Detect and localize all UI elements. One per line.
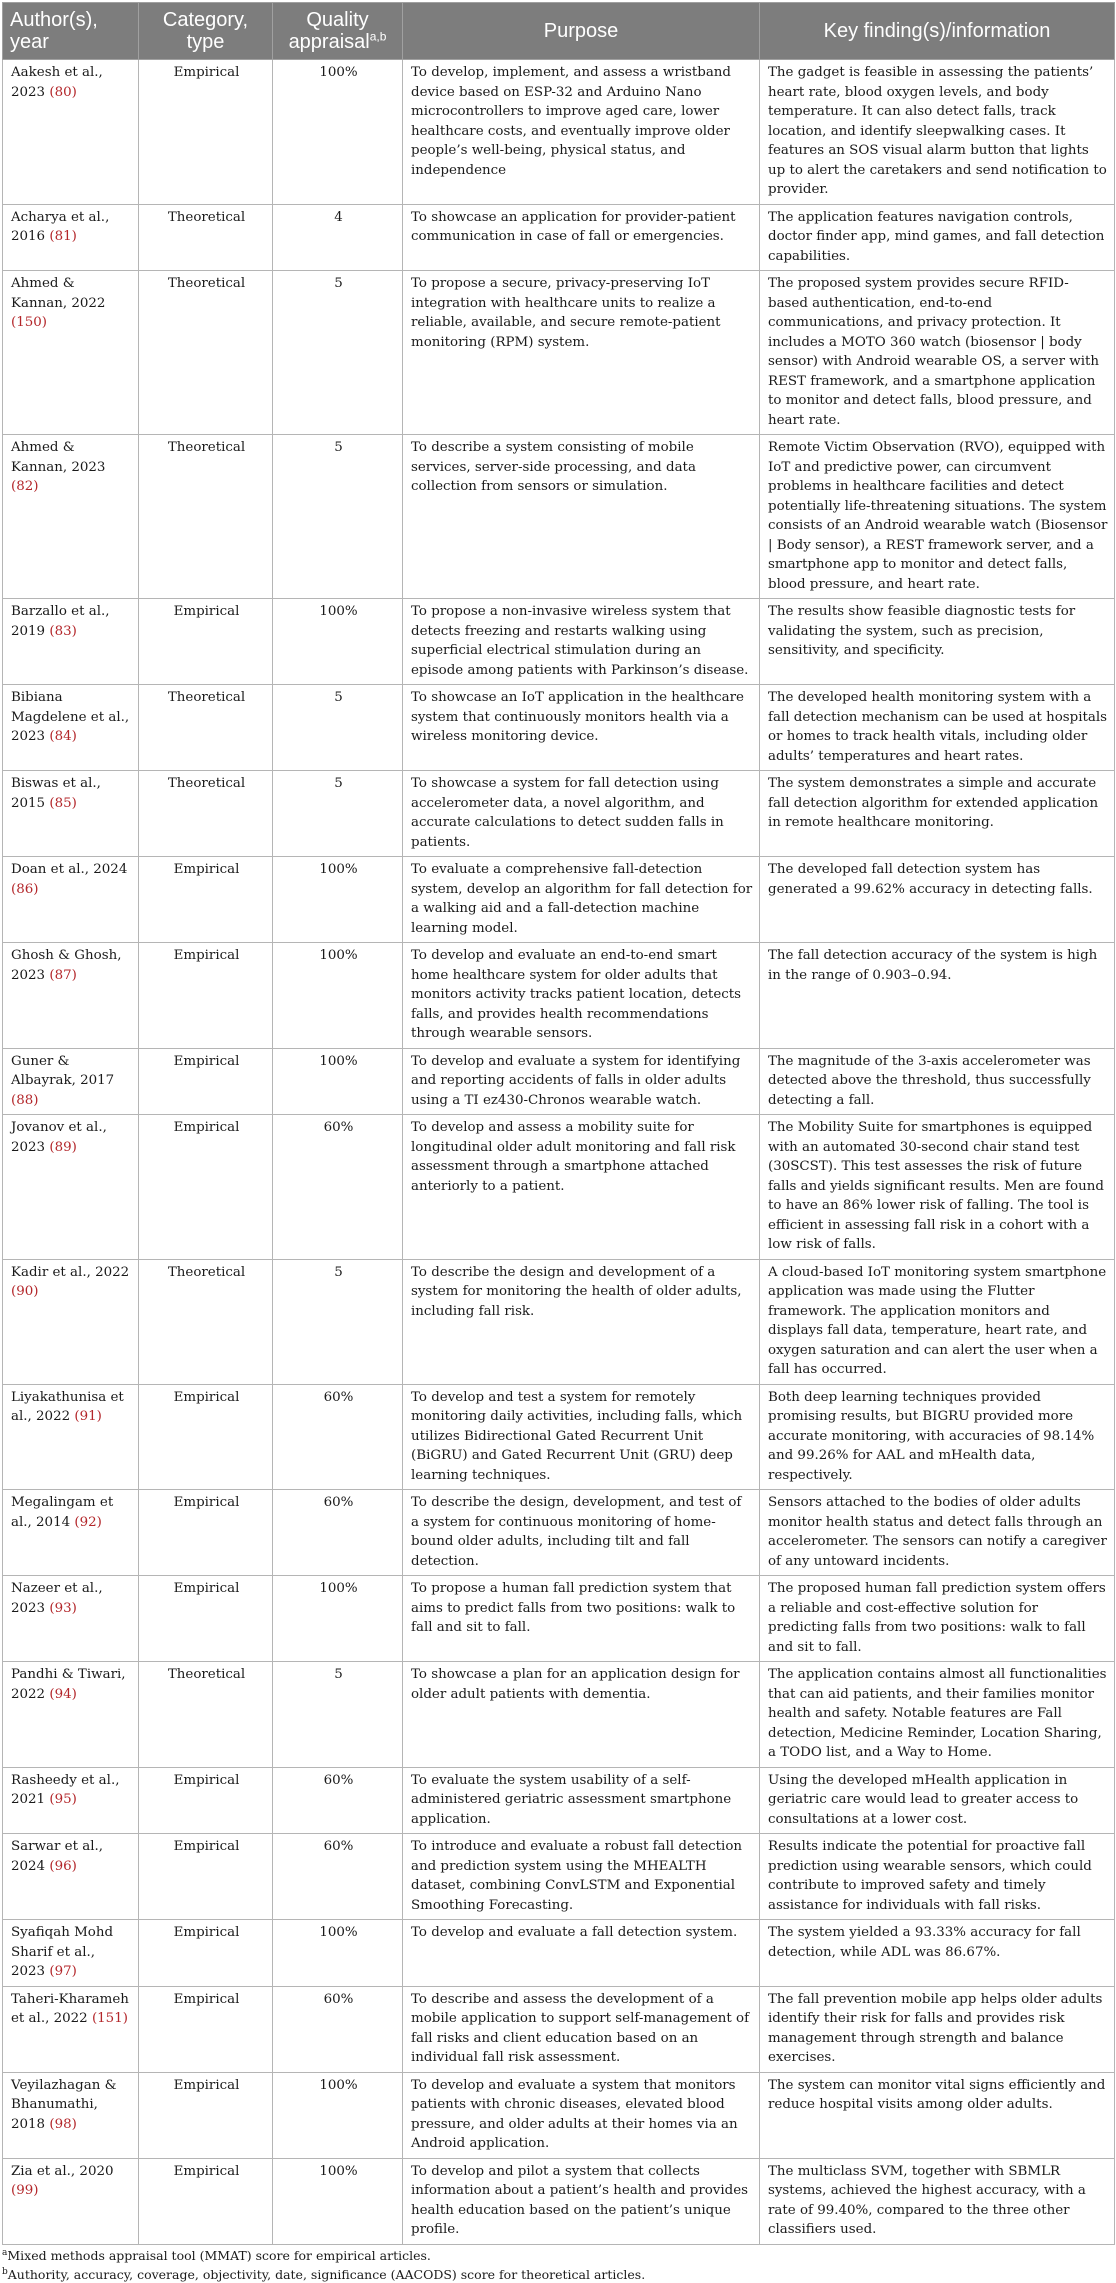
- author-cell: [3, 599, 139, 685]
- table-row: [3, 857, 1115, 943]
- reference-link[interactable]: (85): [49, 795, 77, 811]
- author-cell: [3, 1048, 139, 1115]
- purpose-cell: To showcase a system for fall detection using accelerometer data, a novel algorithm, and accurate calculations to detect sudden falls in patients.: [403, 771, 760, 857]
- finding-cell: The system yielded a 93.33% accuracy for fall detection, while ADL was 86.67%.: [760, 1920, 1115, 1987]
- reference-link[interactable]: (96): [49, 1858, 77, 1874]
- author-text: Pandhi & Tiwari, 2022: [11, 1667, 126, 1702]
- author-text: Syafiqah Mohd Sharif et al., 2023: [11, 1925, 114, 1979]
- author-text: Sarwar et al., 2024: [11, 1839, 104, 1874]
- footnote-b-text: Authority, accuracy, coverage, objectivity, date, significance (AACODS) score for theoretical articles.: [7, 2266, 646, 2282]
- table-row: [3, 60, 1115, 205]
- author-cell: [3, 1490, 139, 1576]
- author-cell: [3, 1384, 139, 1490]
- purpose-cell: To propose a human fall prediction system that aims to predict falls from two positions: walk to fall and sit to fall.: [403, 1576, 760, 1662]
- purpose-cell: To develop and pilot a system that collects information about a patient’s health and provides health education based on the patient’s unique profile.: [403, 2158, 760, 2244]
- author-cell: [3, 1576, 139, 1662]
- finding-cell: Results indicate the potential for proactive fall prediction using wearable sensors, which could contribute to improved safety and timely assistance for individuals with fall risks.: [760, 1834, 1115, 1920]
- quality-cell: 60%: [273, 1115, 403, 1260]
- category-cell: Empirical: [139, 1048, 273, 1115]
- footnote-b-mark: b: [2, 2266, 8, 2277]
- table-row: [3, 1384, 1115, 1490]
- finding-cell: The fall prevention mobile app helps older adults identify their risk for falls and provides risk management through strength and balance exercises.: [760, 1986, 1115, 2072]
- reference-link[interactable]: (94): [49, 1686, 77, 1702]
- purpose-cell: To develop and evaluate a system for identifying and reporting accidents of falls in older adults using a TI ez430-Chronos wearable watch.: [403, 1048, 760, 1115]
- footnote-a-mark: a: [2, 2247, 8, 2258]
- header-quality: [273, 3, 403, 60]
- table-row: [3, 2158, 1115, 2244]
- finding-cell: The multiclass SVM, together with SBMLR systems, achieved the highest accuracy, with a rate of 99.40%, compared to the three other classifiers used.: [760, 2158, 1115, 2244]
- category-cell: Empirical: [139, 599, 273, 685]
- category-cell: Theoretical: [139, 271, 273, 435]
- table-row: [3, 271, 1115, 435]
- finding-cell: Remote Victim Observation (RVO), equipped with IoT and predictive power, can circumvent problems in healthcare facilities and detect potentially life-threatening situations. The system consists of an Android wearable watch (Biosensor | Body sensor), a REST framework server, and a smartphone app to monitor and detect falls, blood pressure, and heart rate.: [760, 435, 1115, 599]
- purpose-cell: To evaluate a comprehensive fall-detection system, develop an algorithm for fall detection for a walking aid and a fall-detection machine learning model.: [403, 857, 760, 943]
- author-cell: [3, 1767, 139, 1834]
- quality-cell: 100%: [273, 2158, 403, 2244]
- reference-link[interactable]: (80): [49, 84, 77, 100]
- reference-link[interactable]: (84): [49, 729, 77, 744]
- reference-link[interactable]: (97): [49, 1964, 77, 1979]
- quality-cell: 100%: [273, 1576, 403, 1662]
- author-text: Barzallo et al., 2019: [11, 604, 110, 639]
- reference-link[interactable]: (86): [11, 881, 39, 897]
- author-cell: [3, 1115, 139, 1260]
- reference-link[interactable]: (95): [49, 1792, 77, 1807]
- finding-cell: The proposed system provides secure RFID-based authentication, end-to-end communications, and privacy protection. It includes a MOTO 360 watch (biosensor | body sensor) with Android wearable OS, a server with REST framework, and a smartphone application to monitor and detect falls, blood pressure, and heart rate.: [760, 271, 1115, 435]
- quality-cell: 5: [273, 771, 403, 857]
- finding-cell: The developed fall detection system has generated a 99.62% accuracy in detecting falls.: [760, 857, 1115, 943]
- author-cell: [3, 1834, 139, 1920]
- author-cell: [3, 2072, 139, 2158]
- author-cell: [3, 60, 139, 205]
- purpose-cell: To develop and evaluate a system that monitors patients with chronic diseases, elevated blood pressure, and older adults at their homes via an Android application.: [403, 2072, 760, 2158]
- purpose-cell: To evaluate the system usability of a self-administered geriatric assessment smartphone application.: [403, 1767, 760, 1834]
- category-cell: Empirical: [139, 943, 273, 1049]
- reference-link[interactable]: (89): [49, 1139, 77, 1155]
- table-row: [3, 204, 1115, 271]
- reference-link[interactable]: (151): [91, 2011, 128, 2026]
- category-cell: Theoretical: [139, 435, 273, 599]
- author-cell: [3, 204, 139, 271]
- author-text: Taheri-Kharameh et al., 2022: [11, 1991, 129, 2026]
- quality-cell: 60%: [273, 1384, 403, 1490]
- reference-link[interactable]: (88): [11, 1092, 39, 1108]
- reference-link[interactable]: (83): [49, 623, 77, 639]
- purpose-cell: To introduce and evaluate a robust fall detection and prediction system using the MHEALTH dataset, combining ConvLSTM and Exponential Smoothing Forecasting.: [403, 1834, 760, 1920]
- quality-cell: 100%: [273, 1048, 403, 1115]
- category-cell: Empirical: [139, 1834, 273, 1920]
- reference-link[interactable]: (81): [49, 229, 77, 244]
- table-row: [3, 1834, 1115, 1920]
- reference-link[interactable]: (98): [49, 2116, 77, 2132]
- reference-link[interactable]: (93): [49, 1600, 77, 1616]
- quality-cell: 5: [273, 685, 403, 771]
- table-row: [3, 599, 1115, 685]
- studies-table: [2, 2, 1115, 2245]
- footnote-a: [2, 2247, 1114, 2264]
- table-row: [3, 1115, 1115, 1260]
- category-cell: Empirical: [139, 2072, 273, 2158]
- purpose-cell: To describe the design and development of a system for monitoring the health of older adults, including fall risk.: [403, 1259, 760, 1384]
- author-text: Megalingam et al., 2014: [11, 1495, 114, 1530]
- purpose-cell: To describe a system consisting of mobile services, server-side processing, and data collection from sensors or simulation.: [403, 435, 760, 599]
- purpose-cell: To develop and evaluate an end-to-end smart home healthcare system for older adults that monitors activity tracks patient location, detects falls, and provides health recommendations through wearable sensors.: [403, 943, 760, 1049]
- finding-cell: A cloud-based IoT monitoring system smartphone application was made using the Flutter framework. The application monitors and displays fall data, temperature, heart rate, and oxygen saturation and can alert the user when a fall has occurred.: [760, 1259, 1115, 1384]
- purpose-cell: To develop and test a system for remotely monitoring daily activities, including falls, which utilizes Bidirectional Gated Recurrent Unit (BiGRU) and Gated Recurrent Unit (GRU) deep learning techniques.: [403, 1384, 760, 1490]
- header-row: [3, 3, 1115, 60]
- finding-cell: The Mobility Suite for smartphones is equipped with an automated 30-second chair stand test (30SCST). This test assesses the risk of future falls and yields significant results. Men are found to have an 86% lower risk of falling. The tool is efficient in assessing fall risk in a cohort with a low risk of falls.: [760, 1115, 1115, 1260]
- table-row: [3, 1576, 1115, 1662]
- author-text: Guner & Albayrak, 2017: [11, 1053, 115, 1088]
- category-cell: Empirical: [139, 1576, 273, 1662]
- finding-cell: Sensors attached to the bodies of older adults monitor health status and detect falls through an accelerometer. The sensors can notify a caregiver of any untoward incidents.: [760, 1490, 1115, 1576]
- table-body: [3, 60, 1115, 2245]
- purpose-cell: To develop and assess a mobility suite for longitudinal older adult monitoring and fall risk assessment through a smartphone attached anteriorly to a patient.: [403, 1115, 760, 1260]
- table-row: [3, 1986, 1115, 2072]
- author-text: Biswas et al., 2015: [11, 776, 101, 811]
- quality-cell: 100%: [273, 1920, 403, 1987]
- quality-cell: 5: [273, 435, 403, 599]
- category-cell: Empirical: [139, 1115, 273, 1260]
- author-text: Ghosh & Ghosh, 2023: [11, 948, 122, 983]
- reference-link[interactable]: (90): [11, 1284, 39, 1299]
- quality-cell: 4: [273, 204, 403, 271]
- finding-cell: Both deep learning techniques provided promising results, but BIGRU provided more accurate monitoring, with accuracies of 98.14% and 99.26% for AAL and mHealth data, respectively.: [760, 1384, 1115, 1490]
- quality-cell: 60%: [273, 1767, 403, 1834]
- author-text: Bibiana Magdelene et al., 2023: [11, 690, 130, 744]
- category-cell: Theoretical: [139, 771, 273, 857]
- quality-cell: 60%: [273, 1834, 403, 1920]
- quality-cell: 100%: [273, 60, 403, 205]
- author-cell: [3, 857, 139, 943]
- table-row: [3, 1767, 1115, 1834]
- table-row: [3, 1920, 1115, 1987]
- author-text: Aakesh et al., 2023: [11, 65, 103, 100]
- quality-cell: 60%: [273, 1490, 403, 1576]
- finding-cell: The application features navigation controls, doctor finder app, mind games, and fall detection capabilities.: [760, 204, 1115, 271]
- category-cell: Empirical: [139, 1986, 273, 2072]
- purpose-cell: To describe and assess the development of a mobile application to support self-management of fall risks and client education based on an individual fall risk assessment.: [403, 1986, 760, 2072]
- category-cell: Empirical: [139, 1767, 273, 1834]
- author-cell: [3, 1662, 139, 1768]
- table-row: [3, 943, 1115, 1049]
- finding-cell: The application contains almost all functionalities that can aid patients, and their families monitor health and safety. Notable features are Fall detection, Medicine Reminder, Location Sharing, a TODO list, and a Way to Home.: [760, 1662, 1115, 1768]
- finding-cell: The system demonstrates a simple and accurate fall detection algorithm for extended application in remote healthcare monitoring.: [760, 771, 1115, 857]
- category-cell: Empirical: [139, 1920, 273, 1987]
- table-row: [3, 1662, 1115, 1768]
- category-cell: Empirical: [139, 1384, 273, 1490]
- footnote-b: [2, 2266, 1114, 2283]
- finding-cell: Using the developed mHealth application in geriatric care would lead to greater access to consultations at a lower cost.: [760, 1767, 1115, 1834]
- author-cell: [3, 771, 139, 857]
- quality-cell: 100%: [273, 599, 403, 685]
- purpose-cell: To describe the design, development, and test of a system for continuous monitoring of home-bound older adults, including tilt and fall detection.: [403, 1490, 760, 1576]
- header-author: Author(s), year: [3, 3, 139, 60]
- purpose-cell: To develop, implement, and assess a wristband device based on ESP-32 and Arduino Nano microcontrollers to improve aged care, lower healthcare costs, and eventually improve older people’s well-being, physical status, and independence: [403, 60, 760, 205]
- table-row: [3, 435, 1115, 599]
- reference-link[interactable]: (87): [49, 967, 77, 983]
- table-row: [3, 685, 1115, 771]
- header-quality-footnote-mark: a,b: [369, 29, 387, 44]
- table-row: [3, 2072, 1115, 2158]
- quality-cell: 5: [273, 271, 403, 435]
- category-cell: Empirical: [139, 857, 273, 943]
- page: [2, 2, 1114, 2283]
- author-cell: [3, 1259, 139, 1384]
- purpose-cell: To propose a non-invasive wireless system that detects freezing and restarts walking using superficial electrical stimulation during an episode among patients with Parkinson’s disease.: [403, 599, 760, 685]
- category-cell: Empirical: [139, 2158, 273, 2244]
- header-purpose: Purpose: [403, 3, 760, 60]
- category-cell: Empirical: [139, 1490, 273, 1576]
- author-text: Doan et al., 2024: [11, 862, 128, 877]
- finding-cell: The gadget is feasible in assessing the patients’ heart rate, blood oxygen levels, and body temperature. It can also detect falls, track location, and identify sleepwalking cases. It features an SOS visual alarm button that lights up to alert the caretakers and send notification to provider.: [760, 60, 1115, 205]
- footnote-a-text: Mixed methods appraisal tool (MMAT) score for empirical articles.: [7, 2247, 431, 2263]
- author-text: Ahmed & Kannan, 2023: [11, 440, 106, 475]
- author-text: Jovanov et al., 2023: [11, 1120, 107, 1155]
- author-cell: [3, 271, 139, 435]
- author-text: Nazeer et al., 2023: [11, 1581, 103, 1616]
- author-cell: [3, 1920, 139, 1987]
- purpose-cell: To develop and evaluate a fall detection system.: [403, 1920, 760, 1987]
- quality-cell: 100%: [273, 857, 403, 943]
- table-row: [3, 1259, 1115, 1384]
- author-cell: [3, 685, 139, 771]
- purpose-cell: To propose a secure, privacy-preserving IoT integration with healthcare units to realize a reliable, available, and secure remote-patient monitoring (RPM) system.: [403, 271, 760, 435]
- reference-link[interactable]: (99): [11, 2183, 39, 2198]
- reference-link[interactable]: (82): [11, 479, 39, 494]
- finding-cell: The results show feasible diagnostic tests for validating the system, such as precision, sensitivity, and specificity.: [760, 599, 1115, 685]
- author-text: Zia et al., 2020: [11, 2163, 114, 2179]
- table-row: [3, 1048, 1115, 1115]
- quality-cell: 60%: [273, 1986, 403, 2072]
- finding-cell: The system can monitor vital signs efficiently and reduce hospital visits among older adults.: [760, 2072, 1115, 2158]
- table-row: [3, 771, 1115, 857]
- author-text: Liyakathunisa et al., 2022: [11, 1389, 124, 1424]
- author-text: Veyilazhagan & Bhanumathi, 2018: [11, 2077, 117, 2132]
- category-cell: Theoretical: [139, 685, 273, 771]
- reference-link[interactable]: (150): [11, 315, 48, 330]
- category-cell: Empirical: [139, 60, 273, 205]
- author-cell: [3, 943, 139, 1049]
- purpose-cell: To showcase an application for provider-patient communication in case of fall or emergencies.: [403, 204, 760, 271]
- category-cell: Theoretical: [139, 204, 273, 271]
- author-text: Rasheedy et al., 2021: [11, 1772, 120, 1807]
- header-category: Category, type: [139, 3, 273, 60]
- quality-cell: 100%: [273, 2072, 403, 2158]
- category-cell: Theoretical: [139, 1259, 273, 1384]
- quality-cell: 5: [273, 1259, 403, 1384]
- reference-link[interactable]: (91): [74, 1409, 102, 1424]
- author-cell: [3, 1986, 139, 2072]
- category-cell: Theoretical: [139, 1662, 273, 1768]
- finding-cell: The developed health monitoring system with a fall detection mechanism can be used at hospitals or homes to track health vitals, including older adults’ temperatures and heart rates.: [760, 685, 1115, 771]
- author-cell: [3, 2158, 139, 2244]
- quality-cell: 100%: [273, 943, 403, 1049]
- quality-cell: 5: [273, 1662, 403, 1768]
- finding-cell: The magnitude of the 3-axis accelerometer was detected above the threshold, thus successfully detecting a fall.: [760, 1048, 1115, 1115]
- finding-cell: The proposed human fall prediction system offers a reliable and cost-effective solution for predicting falls from two positions: walk to fall and sit to fall.: [760, 1576, 1115, 1662]
- reference-link[interactable]: (92): [74, 1514, 102, 1530]
- author-text: Kadir et al., 2022: [11, 1264, 130, 1280]
- purpose-cell: To showcase an IoT application in the healthcare system that continuously monitors health via a wireless monitoring device.: [403, 685, 760, 771]
- finding-cell: The fall detection accuracy of the system is high in the range of 0.903–0.94.: [760, 943, 1115, 1049]
- purpose-cell: To showcase a plan for an application design for older adult patients with dementia.: [403, 1662, 760, 1768]
- table-row: [3, 1490, 1115, 1576]
- author-cell: [3, 435, 139, 599]
- header-quality-label: Quality appraisal: [288, 9, 370, 53]
- author-text: Ahmed & Kannan, 2022: [11, 276, 106, 311]
- header-finding: Key finding(s)/information: [760, 3, 1115, 60]
- author-text: Acharya et al., 2016: [11, 209, 110, 244]
